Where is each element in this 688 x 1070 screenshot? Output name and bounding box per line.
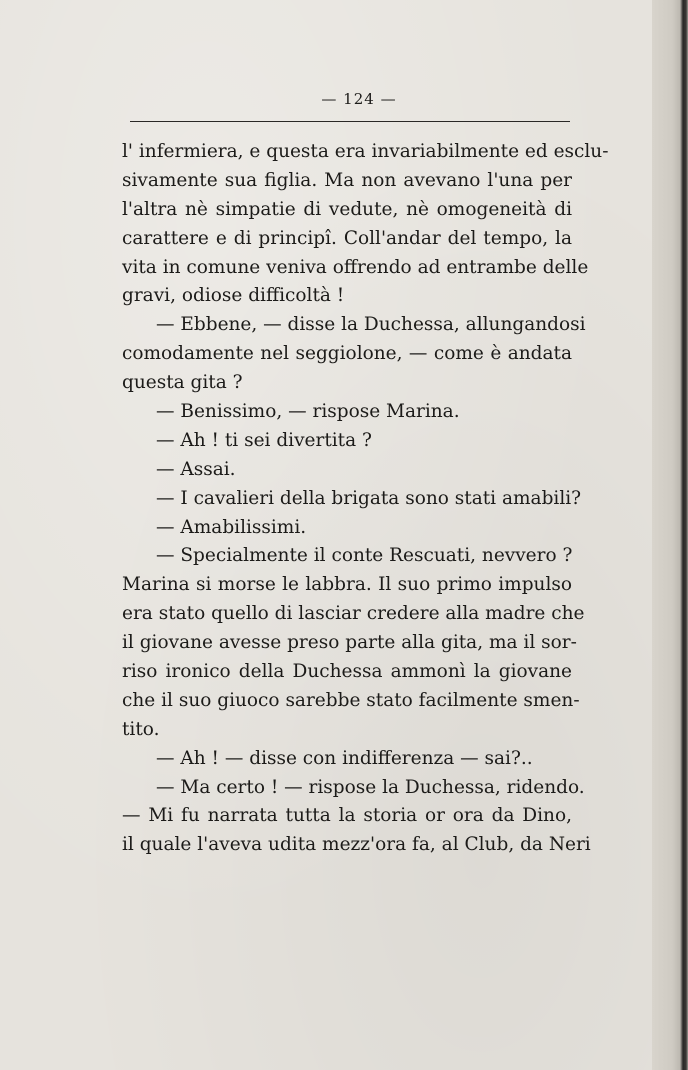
text-line: Marina si morse le labbra. Il suo primo impulso [122,574,572,596]
text-line: — Ah ! — disse con indifferenza — sai?.. [156,747,533,769]
text-line: — Mi fu narrata tutta la storia or ora da Dino, [122,805,572,827]
text-line: l'altra nè simpatie di vedute, nè omogeneità di [122,198,572,220]
text-line: questa gita ? [122,372,243,394]
text-line: — Specialmente il conte Rescuati, nevvero ? [156,545,573,567]
text-line: tito. [122,718,160,740]
text-line: — Ma certo ! — rispose la Duchessa, ridendo. [156,776,585,798]
body-text [122,138,609,860]
text-line: vita in comune veniva offrendo ad entrambe delle [122,256,589,278]
page-number: — 124 — [321,90,397,108]
text-line: comodamente nel seggiolone, — come è andata [122,343,572,365]
text-line: sivamente sua figlia. Ma non avevano l'una per [122,169,572,191]
text-line: il quale l'aveva udita mezz'ora fa, al Club, da Neri [122,834,591,856]
text-line: riso ironico della Duchessa ammonì la giovane [122,661,572,683]
text-line: — Amabilissimi. [156,516,307,538]
text-line: era stato quello di lasciar credere alla madre che [122,603,585,625]
text-line: gravi, odiose difficoltà ! [122,285,345,307]
text-line: — Ebbene, — disse la Duchessa, allungandosi [156,314,586,336]
text-line: carattere e di principî. Coll'andar del tempo, la [122,227,572,249]
text-line: l' infermiera, e questa era invariabilmente ed esclu- [122,141,609,162]
text-line: — Assai. [156,458,236,480]
book-spine-edge [652,0,688,1070]
header-rule [130,121,570,122]
text-line: — Ah ! ti sei divertita ? [156,429,372,451]
text-line: — I cavalieri della brigata sono stati amabili? [156,487,582,509]
text-line: che il suo giuoco sarebbe stato facilmente smen- [122,689,580,711]
text-line: — Benissimo, — rispose Marina. [156,401,460,423]
text-line: il giovane avesse preso parte alla gita, ma il sor- [122,632,577,654]
